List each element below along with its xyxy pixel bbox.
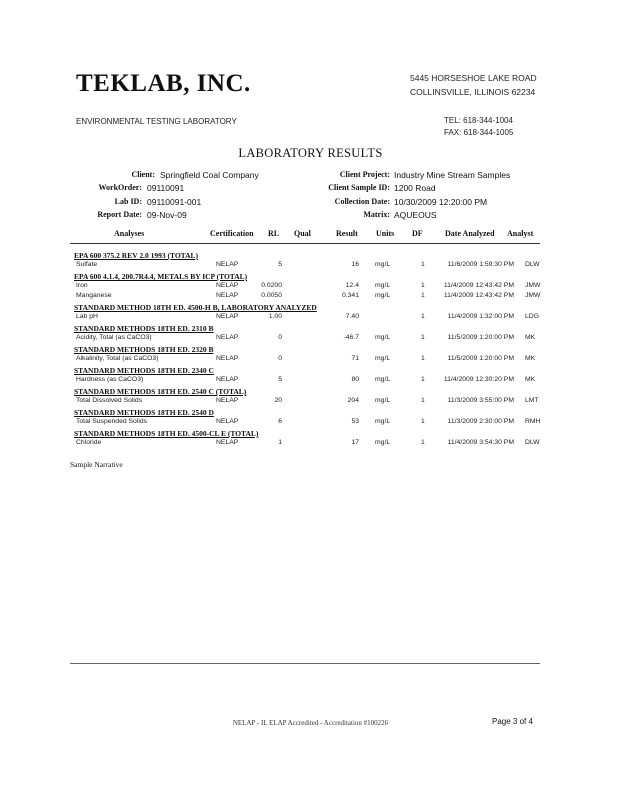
cell-analyte: Total Suspended Solids <box>76 418 148 425</box>
cell-result: -46.7 <box>343 334 359 341</box>
cell-result: 16 <box>351 261 359 268</box>
cell-result: 204 <box>347 397 359 404</box>
cell-certification: NELAP <box>216 397 239 404</box>
cell-certification: NELAP <box>216 418 239 425</box>
cell-df: 1 <box>421 418 425 425</box>
workorder-value: 09110091 <box>147 183 185 193</box>
header-qual: Qual <box>294 229 311 238</box>
cell-analyte: Lab pH <box>76 313 98 320</box>
cell-date-analyzed: 11/5/2009 1:20:00 PM <box>447 334 514 341</box>
cell-rl: 1.00 <box>268 313 282 320</box>
cell-units: mg/L <box>375 397 391 404</box>
header-result: Result <box>336 229 358 238</box>
cell-rl: 5 <box>278 261 282 268</box>
accreditation-footer: NELAP - IL ELAP Accredited - Accreditation #100226 <box>232 719 389 727</box>
cell-date-analyzed: 11/5/2009 1:20:00 PM <box>447 355 514 362</box>
sample-id-label: Client Sample ID: <box>328 183 390 192</box>
telephone: TEL: 618-344-1004 <box>444 116 513 125</box>
cell-result: 71 <box>351 355 359 362</box>
cell-certification: NELAP <box>216 355 239 362</box>
cell-units: mg/L <box>375 334 391 341</box>
collection-date-label: Collection Date: <box>334 197 390 206</box>
cell-date-analyzed: 11/6/2009 1:59:30 PM <box>447 261 514 268</box>
cell-result: 17 <box>351 439 359 446</box>
cell-date-analyzed: 11/4/2009 1:32:00 PM <box>447 313 514 320</box>
cell-result: 7.40 <box>345 313 359 320</box>
cell-analyst: DLW <box>525 439 540 446</box>
method-heading: STANDARD METHODS 18TH ED. 2320 B <box>74 345 214 354</box>
cell-units: mg/L <box>375 261 391 268</box>
header-date-analyzed: Date Analyzed <box>445 229 495 238</box>
method-heading: STANDARD METHODS 18TH ED. 2540 D <box>74 408 214 417</box>
sample-id-value: 1200 Road <box>394 183 436 193</box>
cell-date-analyzed: 11/3/2009 3:55:00 PM <box>447 397 514 404</box>
cell-df: 1 <box>421 261 425 268</box>
header-rule <box>70 243 540 244</box>
labid-label: Lab ID: <box>114 197 142 206</box>
report-title: LABORATORY RESULTS <box>238 146 383 160</box>
page-number: Page 3 of 4 <box>492 717 533 726</box>
header-df: DF <box>412 229 423 238</box>
address-line-2: COLLINSVILLE, ILLINOIS 62234 <box>410 87 536 97</box>
method-heading: EPA 600 375.2 REV 2.0 1993 (TOTAL) <box>74 251 199 260</box>
cell-analyte: Alkalinity, Total (as CaCO3) <box>76 355 159 362</box>
cell-analyte: Hardness (as CaCO3) <box>76 376 144 383</box>
lab-subtitle: ENVIRONMENTAL TESTING LABORATORY <box>76 117 237 126</box>
cell-analyst: LMT <box>525 397 539 404</box>
cell-analyst: MK <box>525 376 536 383</box>
cell-analyte: Acidity, Total (as CaCO3) <box>76 334 152 341</box>
method-heading: STANDARD METHODS 18TH ED. 2310 B <box>74 324 214 333</box>
cell-analyst: MK <box>525 334 536 341</box>
collection-date-value: 10/30/2009 12:20:00 PM <box>394 197 488 207</box>
method-heading: EPA 600 4.1.4, 200.7R4.4, METALS BY ICP (TOTAL) <box>74 272 248 281</box>
header-units: Units <box>376 229 395 238</box>
cell-analyst: MK <box>525 355 536 362</box>
cell-df: 1 <box>421 334 425 341</box>
cell-rl: 6 <box>278 418 282 425</box>
cell-rl: 0.0200 <box>261 282 282 289</box>
cell-analyte: Chloride <box>76 439 102 446</box>
cell-analyte: Iron <box>76 282 88 289</box>
cell-df: 1 <box>421 376 425 383</box>
project-value: Industry Mine Stream Samples <box>394 170 511 180</box>
project-label: Client Project: <box>339 170 390 179</box>
matrix-label: Matrix: <box>363 210 390 219</box>
company-name: TEKLAB, INC. <box>76 70 251 97</box>
cell-analyst: LDG <box>525 313 539 320</box>
cell-date-analyzed: 11/4/2009 3:54:30 PM <box>447 439 514 446</box>
report-date-label: Report Date: <box>97 210 142 219</box>
sample-narrative: Sample Narrative <box>70 460 123 469</box>
cell-analyst: RMH <box>525 418 541 425</box>
cell-rl: 20 <box>274 397 282 404</box>
cell-units: mg/L <box>375 355 391 362</box>
cell-units: mg/L <box>375 292 391 299</box>
workorder-label: WorkOrder: <box>98 183 142 192</box>
header-rl: RL <box>268 229 280 238</box>
cell-units: mg/L <box>375 439 391 446</box>
cell-df: 1 <box>421 397 425 404</box>
header-analyst: Analyst <box>507 229 534 238</box>
cell-analyst: JMW <box>525 292 541 299</box>
method-heading: STANDARD METHODS 18TH ED. 2340 C <box>74 366 214 375</box>
cell-date-analyzed: 11/4/2009 12:43:42 PM <box>443 282 514 289</box>
cell-result: 12.4 <box>345 282 359 289</box>
cell-units: mg/L <box>375 282 391 289</box>
header-analyses: Analyses <box>114 229 145 238</box>
cell-rl: 0 <box>278 355 282 362</box>
cell-rl: 0.0050 <box>261 292 282 299</box>
cell-df: 1 <box>421 292 425 299</box>
client-value: Springfield Coal Company <box>160 170 259 180</box>
cell-result: 80 <box>351 376 359 383</box>
cell-analyte: Total Dissolved Solids <box>76 397 143 404</box>
cell-certification: NELAP <box>216 439 239 446</box>
cell-df: 1 <box>421 282 425 289</box>
cell-result: 53 <box>351 418 359 425</box>
cell-df: 1 <box>421 439 425 446</box>
cell-date-analyzed: 11/4/2009 12:43:42 PM <box>443 292 514 299</box>
cell-units: mg/L <box>375 376 391 383</box>
cell-certification: NELAP <box>216 292 239 299</box>
cell-date-analyzed: 11/4/2009 12:30:20 PM <box>443 376 514 383</box>
cell-df: 1 <box>421 355 425 362</box>
cell-analyst: DLW <box>525 261 540 268</box>
cell-certification: NELAP <box>216 282 239 289</box>
header-certification: Certification <box>210 229 254 238</box>
method-heading: STANDARD METHODS 18TH ED. 2540 C (TOTAL) <box>74 387 247 396</box>
footer-rule <box>70 663 540 664</box>
cell-analyte: Sulfate <box>76 261 98 268</box>
cell-date-analyzed: 11/3/2009 2:30:00 PM <box>447 418 514 425</box>
cell-df: 1 <box>421 313 425 320</box>
cell-rl: 0 <box>278 334 282 341</box>
matrix-value: AQUEOUS <box>394 210 437 220</box>
report-date-value: 09-Nov-09 <box>147 210 187 220</box>
cell-certification: NELAP <box>216 376 239 383</box>
method-heading: STANDARD METHOD 18TH ED. 4500-H B, LABORATORY ANALYZED <box>74 303 317 312</box>
cell-certification: NELAP <box>216 261 239 268</box>
cell-analyte: Manganese <box>76 292 112 299</box>
cell-rl: 5 <box>278 376 282 383</box>
labid-value: 09110091-001 <box>147 197 202 207</box>
cell-certification: NELAP <box>216 313 239 320</box>
address-line-1: 5445 HORSESHOE LAKE ROAD <box>410 73 537 83</box>
cell-rl: 1 <box>278 439 282 446</box>
client-label: Client: <box>131 170 155 179</box>
cell-analyst: JMW <box>525 282 541 289</box>
fax: FAX: 618-344-1005 <box>444 128 514 137</box>
cell-result: 0.341 <box>341 292 359 299</box>
method-heading: STANDARD METHODS 18TH ED. 4500-CL E (TOTAL) <box>74 429 259 438</box>
cell-certification: NELAP <box>216 334 239 341</box>
cell-units: mg/L <box>375 418 391 425</box>
